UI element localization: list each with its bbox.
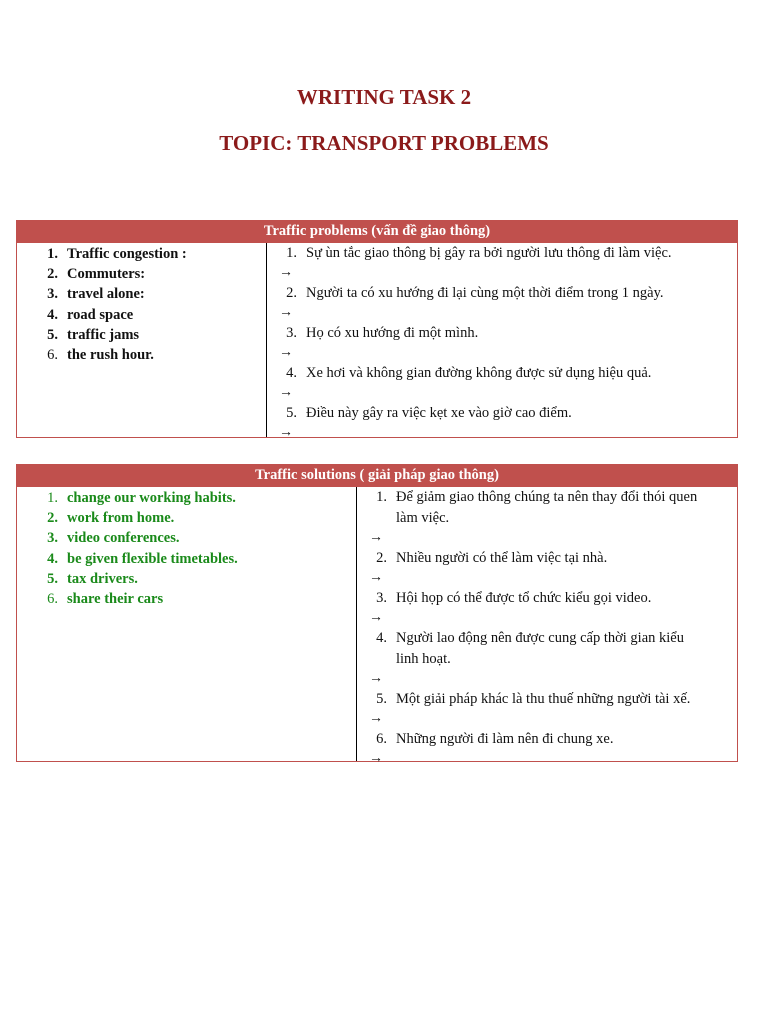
solution-term: 3. video conferences. [47,530,180,547]
problems-table-body [17,243,737,440]
problem-sentence: 4. Xe hơi và không gian đường không được sử dụng hiệu quả. → [269,363,737,401]
solution-term: 1. change our working habits. [47,490,236,506]
problems-table [16,220,738,438]
problem-sentence: 1. Sự ùn tắc giao thông bị gây ra bởi người lưu thông đi làm việc. → [269,243,737,281]
solution-term: 6. share their cars [47,591,164,608]
solution-term: 2. work from home. [47,510,175,527]
arrow-right-icon: → [369,610,383,625]
problem-term: 2. Commuters: [47,266,146,283]
solution-sentence: 4. Người lao động nên được cung cấp thời gian kiểu linh hoạt. → [359,628,737,687]
arrow-right-icon: → [279,305,293,320]
solution-sentence: 1. Để giảm giao thông chúng ta nên thay đổi thói quen làm việc. → [359,487,737,546]
problems-sentences-column [267,243,737,440]
arrow-right-icon: → [369,671,383,686]
solutions-table-header: Traffic solutions ( giải pháp giao thông) [17,465,737,487]
solution-term: 4. be given flexible timetables. [47,550,238,567]
problem-term: 1. Traffic congestion : [47,246,187,262]
problem-term: 3. travel alone: [47,286,145,303]
page-title: WRITING TASK 2 [296,85,472,109]
topic-title: TOPIC: TRANSPORT PROBLEMS [219,131,549,155]
solution-sentence: 3. Hội họp có thể được tổ chức kiểu gọi video. → [359,588,737,626]
solution-term: 5. tax drivers. [47,570,138,587]
problem-sentence: 3. Họ có xu hướng đi một mình. → [269,323,737,361]
problem-term: 6. the rush hour. [47,347,154,364]
problem-term: 5. traffic jams [47,326,140,343]
solution-sentence: 5. Một giải pháp khác là thu thuế những người tài xế. → [359,689,737,727]
solutions-table [16,464,738,766]
arrow-right-icon: → [369,751,383,766]
solution-sentence: 2. Nhiều người có thể làm việc tại nhà. → [359,548,737,586]
solutions-table-body [17,487,737,766]
arrow-right-icon: → [369,570,383,585]
arrow-right-icon: → [279,345,293,360]
solution-sentence: 6. Những người đi làm nên đi chung xe. → [359,729,737,767]
arrow-right-icon: → [279,425,293,440]
problems-terms-column [17,243,267,437]
arrow-right-icon: → [279,385,293,400]
problem-sentence: 5. Điều này gây ra việc kẹt xe vào giờ cao điểm. → [269,403,737,441]
arrow-right-icon: → [369,530,383,545]
problem-sentence: 2. Người ta có xu hướng đi lại cùng một thời điểm trong 1 ngày. → [269,283,737,321]
solutions-terms-column [17,487,357,761]
arrow-right-icon: → [369,711,383,726]
solutions-sentences-column [357,487,737,766]
problem-term: 4. road space [47,306,134,323]
arrow-right-icon: → [279,265,293,280]
problems-table-header: Traffic problems (vấn đề giao thông) [17,221,737,243]
